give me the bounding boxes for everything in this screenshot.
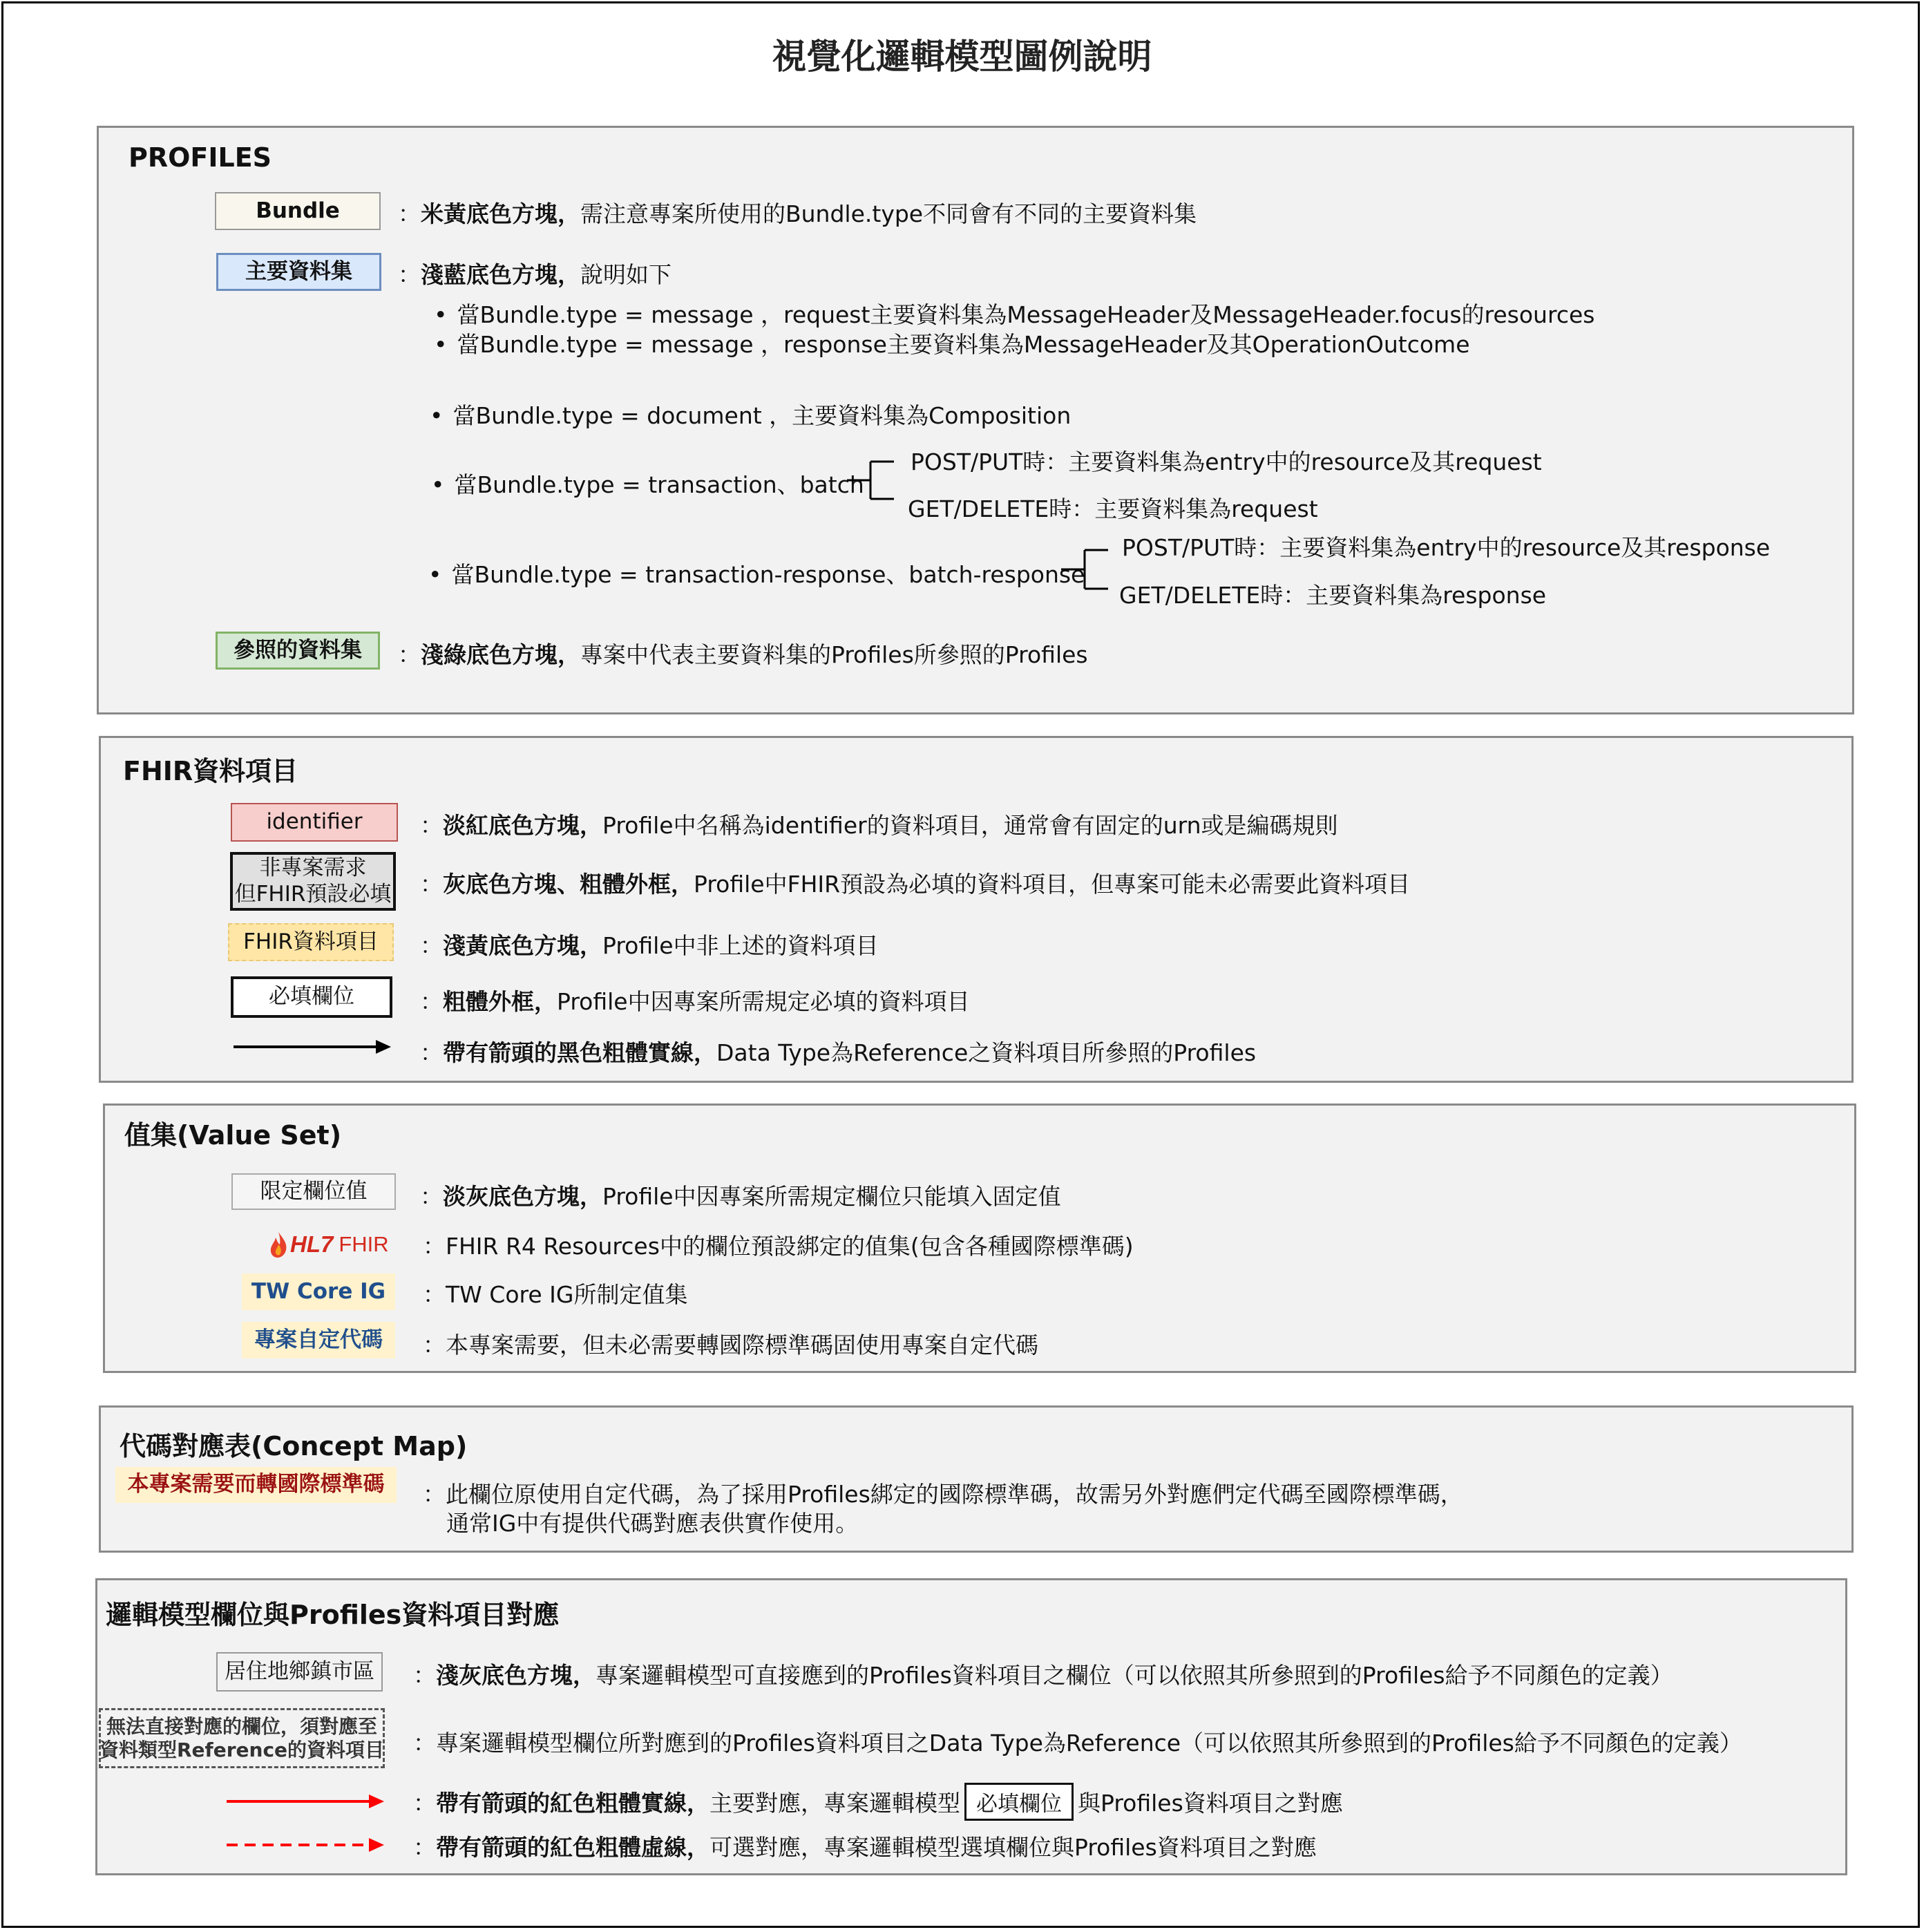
bullet-document: • 當Bundle.type = document ，主要資料集為Composition [430, 398, 1071, 430]
conceptmap-desc-line1: ：此欄位原使用自定代碼，為了採用Profiles綁定的國際標準碼，故需另外對應們定代碼至國際標準碼， [423, 1481, 1463, 1508]
fhir-item-legend-box: FHIR資料項目 [228, 923, 394, 961]
transaction-post: POST/PUT時：主要資料集為entry中的resource及其request [911, 448, 1542, 475]
red-solid-legend-desc: ： 帶有箭頭的紅色粗體實線， 主要對應，專案邏輯模型 必填欄位 與Profiles資料項目之對應 [413, 1783, 1343, 1821]
indirect-field-legend-desc: ：專案邏輯模型欄位所對應到的Profiles資料項目之Data Type為Reference（可以依照其所參照到的Profiles給予不同顏色的定義） [413, 1730, 1742, 1756]
conceptmap-desc-line2: 通常IG中有提供代碼對應表供實作使用。 [446, 1510, 859, 1537]
direct-field-legend-desc: ：淺灰底色方塊，專案邏輯模型可直接應到的Profiles資料項目之欄位（可以依照其所參照到的Profiles給予不同顏色的定義） [413, 1662, 1673, 1689]
direct-field-legend-box: 居住地鄉鎮市區 [216, 1652, 383, 1692]
indirect-field-legend-box: 無法直接對應的欄位，須對應至 資料類型Reference的資料項目 [99, 1708, 385, 1768]
identifier-legend-desc: ：淡紅底色方塊，Profile中名稱為identifier的資料項目，通常會有固定的urn或是編碼規則 [420, 812, 1338, 839]
identifier-legend-box: identifier [231, 803, 398, 842]
conceptmap-legend-box: 本專案需要而轉國際標準碼 [115, 1467, 397, 1503]
fhir-items-title: FHIR資料項目 [123, 756, 298, 786]
hl7-fhir-legend-desc: ：FHIR R4 Resources中的欄位預設綁定的值集(包含各種國際標準碼) [423, 1233, 1134, 1260]
inline-required-box: 必填欄位 [964, 1783, 1074, 1821]
custom-code-legend-box: 專案自定代碼 [242, 1322, 395, 1358]
twcore-legend-desc: ：TW Core IG所制定值集 [423, 1281, 688, 1308]
main-dataset-legend-box: 主要資料集 [216, 253, 381, 291]
nonproject-legend-box: 非專案需求 但FHIR預設必填 [230, 852, 396, 911]
bullet-message-response: • 當Bundle.type = message ，response主要資料集為MessageHeader及其OperationOutcome [434, 327, 1470, 359]
flame-icon [268, 1231, 289, 1258]
ref-dataset-legend-box: 參照的資料集 [216, 632, 380, 670]
required-field-legend-box: 必填欄位 [231, 976, 392, 1018]
custom-code-legend-desc: ：本專案需要，但未必需要轉國際標準碼固使用專案自定代碼 [423, 1332, 1038, 1358]
fixed-value-legend-box: 限定欄位值 [231, 1173, 396, 1210]
valueset-title: 值集(Value Set) [124, 1120, 342, 1150]
nonproject-legend-desc: ：灰底色方塊、粗體外框，Profile中FHIR預設為必填的資料項目，但專案可能未必需要此資料項目 [420, 871, 1411, 898]
black-arrow-legend-desc: ：帶有箭頭的黑色粗體實線，Data Type為Reference之資料項目所參照的Profiles [420, 1039, 1257, 1066]
ref-dataset-legend-desc: ：淺綠底色方塊，專案中代表主要資料集的Profiles所參照的Profiles [398, 641, 1088, 668]
fhir-item-legend-desc: ：淺黃底色方塊，Profile中非上述的資料項目 [420, 932, 879, 959]
page-title: 視覺化邏輯模型圖例說明 [772, 37, 1152, 77]
red-dashed-arrow [225, 1835, 391, 1855]
main-dataset-legend-desc: ：淺藍底色方塊，說明如下 [398, 261, 672, 288]
hl7-fhir-logo: HL7 FHIR [268, 1227, 389, 1262]
mapping-title: 邏輯模型欄位與Profiles資料項目對應 [106, 1600, 560, 1630]
red-solid-arrow [225, 1791, 391, 1812]
conceptmap-title: 代碼對應表(Concept Map) [120, 1431, 468, 1461]
bundle-legend-box: Bundle [215, 192, 381, 230]
bundle-legend-desc: ：米黃底色方塊，需注意專案所使用的Bundle.type不同會有不同的主要資料集 [398, 200, 1197, 227]
red-dashed-legend-desc: ：帶有箭頭的紅色粗體虛線，可選對應，專案邏輯模型選填欄位與Profiles資料項目之對應 [413, 1834, 1317, 1861]
black-reference-arrow [232, 1036, 398, 1057]
fixed-value-legend-desc: ：淡灰底色方塊，Profile中因專案所需規定欄位只能填入固定值 [420, 1183, 1061, 1210]
transaction-response-post: POST/PUT時：主要資料集為entry中的resource及其response [1122, 534, 1771, 561]
bullet-transaction-response: • 當Bundle.type = transaction-response、batch-response [428, 557, 1085, 589]
twcore-legend-box: TW Core IG [242, 1273, 395, 1310]
bullet-transaction: • 當Bundle.type = transaction、batch [431, 467, 864, 500]
required-field-legend-desc: ：粗體外框，Profile中因專案所需規定必填的資料項目 [420, 988, 970, 1015]
profiles-title: PROFILES [128, 142, 272, 173]
transaction-response-get: GET/DELETE時：主要資料集為response [1119, 582, 1547, 609]
transaction-get: GET/DELETE時：主要資料集為request [908, 495, 1318, 522]
bullet-message-request: • 當Bundle.type = message ，request主要資料集為MessageHeader及MessageHeader.focus的resources [434, 297, 1594, 330]
